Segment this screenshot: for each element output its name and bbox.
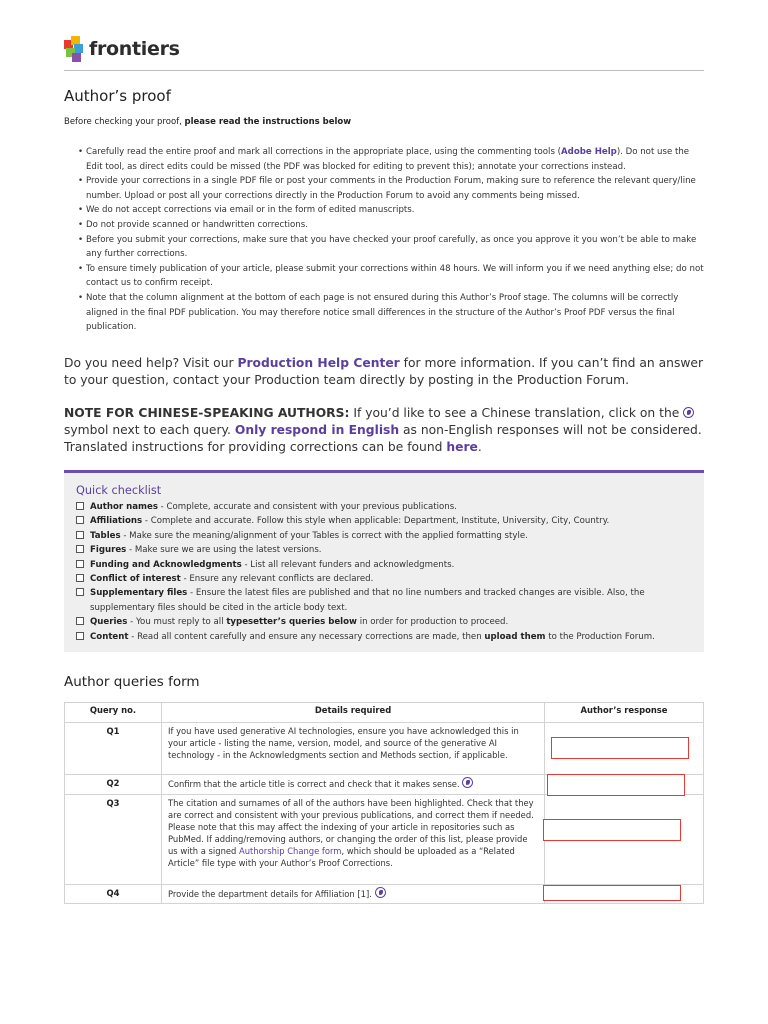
response-field[interactable] <box>543 819 681 841</box>
translated-instructions-link[interactable]: here <box>446 440 478 454</box>
checkbox[interactable] <box>76 545 84 553</box>
instruction-item: • We do not accept corrections via email or in the form of edited manuscripts. <box>78 203 704 218</box>
checkbox[interactable] <box>76 588 84 596</box>
translate-globe-icon[interactable] <box>462 777 473 788</box>
translate-globe-icon[interactable] <box>375 887 386 898</box>
checkbox[interactable] <box>76 531 84 539</box>
only-english-link[interactable]: Only respond in English <box>234 423 400 437</box>
checkbox[interactable] <box>76 516 84 524</box>
column-header: Author’s response <box>545 703 704 723</box>
column-header: Details required <box>162 703 545 723</box>
checkbox[interactable] <box>76 632 84 640</box>
instruction-item: • To ensure timely publication of your article, please submit your corrections within 48 hours. We will inform you if we need anything else; do not contact us to confirm receipt. <box>78 262 704 291</box>
checklist-item: Queries - You must reply to all typesetter’s queries below in order for production to proceed. <box>76 615 696 629</box>
response-cell <box>545 885 704 904</box>
response-cell <box>545 795 704 885</box>
chinese-note: NOTE FOR CHINESE-SPEAKING AUTHORS: If you’d like to see a Chinese translation, click on the symbol next to each query. Only respond in English as non-English responses will not be considered. Translated instructions for providing corrections can be found here. <box>64 406 702 454</box>
query-number: Q1 <box>65 723 162 775</box>
instruction-item: • Provide your corrections in a single PDF file or post your comments in the Production Forum, making sure to reference the relevant query/line number. Upload or post all your corrections directly in the Production Forum to avoid any comments being missed. <box>78 174 704 203</box>
checkbox[interactable] <box>76 560 84 568</box>
checklist-title: Quick checklist <box>76 484 162 497</box>
checklist-item: Content - Read all content carefully and ensure any necessary corrections are made, then upload them to the Production Forum. <box>76 630 696 644</box>
query-details: The citation and surnames of all of the authors have been highlighted. Check that they are correct and consistent with your previous publications, and correct them if needed. Please note that this may affect the indexing of your article in repositories such as PubMed. If adding/removing authors, or changing the order of this list, please provide us with a signed Authorship Change form, which should be uploaded as a “Related Article” file type with your Author’s Proof Corrections. <box>162 795 545 885</box>
table-row <box>65 775 704 795</box>
table-row <box>65 723 704 775</box>
checklist-item: Figures - Make sure we are using the latest versions. <box>76 543 696 557</box>
chinese-note-label: NOTE FOR CHINESE-SPEAKING AUTHORS: <box>64 406 350 420</box>
instruction-item: • Do not provide scanned or handwritten corrections. <box>78 218 704 233</box>
checklist-item: Supplementary files - Ensure the latest files are published and that no line numbers and tracked changes are visible. Also, the supplementary files should be cited in the article body text. <box>76 586 696 615</box>
quick-checklist <box>64 470 704 652</box>
response-field[interactable] <box>547 774 685 796</box>
checklist-item: Author names - Complete, accurate and consistent with your previous publications. <box>76 500 696 514</box>
frontiers-logo-icon <box>64 36 86 62</box>
instruction-item: • Note that the column alignment at the bottom of each page is not ensured during this Author’s Proof stage. The columns will be correctly aligned in the final PDF publication. You may therefore notice small differences in the structure of the Author’s Proof PDF versus the final publication. <box>78 291 704 335</box>
checkbox[interactable] <box>76 574 84 582</box>
logo-text: frontiers <box>89 38 180 60</box>
header <box>64 0 704 71</box>
response-field[interactable] <box>551 737 689 759</box>
page-title: Author’s proof <box>64 87 171 105</box>
table-row <box>65 795 704 885</box>
production-help-center-link[interactable]: Production Help Center <box>237 356 400 370</box>
checklist-item: Conflict of interest - Ensure any relevant conflicts are declared. <box>76 572 696 586</box>
instruction-item: • Carefully read the entire proof and mark all corrections in the appropriate place, using the commenting tools (Adobe Help). Do not use the Edit tool, as direct edits could be missed (the PDF was blocked for editing to prevent this); annotate your corrections instead. <box>78 145 704 174</box>
checklist-item: Tables - Make sure the meaning/alignment of your Tables is correct with the applied formatting style. <box>76 529 696 543</box>
checklist-item: Affiliations - Complete and accurate. Follow this style when applicable: Department, Institute, University, City, Country. <box>76 514 696 528</box>
help-paragraph: Do you need help? Visit our Production Help Center for more information. If you can’t find an answer to your question, contact your Production team directly by posting in the Production Forum. <box>64 356 704 387</box>
table-header-row <box>65 703 704 723</box>
response-cell <box>545 775 704 795</box>
column-header: Query no. <box>65 703 162 723</box>
instructions-list <box>78 145 704 335</box>
response-cell <box>545 723 704 775</box>
query-details: Provide the department details for Affiliation [1]. <box>162 885 545 904</box>
query-details: Confirm that the article title is correct and check that it makes sense. <box>162 775 545 795</box>
authorship-change-form-link[interactable]: Authorship Change form <box>239 846 342 856</box>
translate-globe-icon[interactable] <box>683 407 694 418</box>
query-details: If you have used generative AI technologies, ensure you have acknowledged this in your article - listing the name, version, model, and source of the generative AI technology - in the Acknowledgments section and Methods section, if applicable. <box>162 723 545 775</box>
response-field[interactable] <box>543 885 681 901</box>
frontiers-logo[interactable] <box>64 36 180 62</box>
checkbox[interactable] <box>76 617 84 625</box>
table-row <box>65 885 704 904</box>
adobe-help-link[interactable]: Adobe Help <box>561 147 617 157</box>
queries-title: Author queries form <box>64 674 200 690</box>
checkbox[interactable] <box>76 502 84 510</box>
query-number: Q3 <box>65 795 162 885</box>
instruction-item: • Before you submit your corrections, make sure that you have checked your proof carefully, as once you approve it you won’t be able to make any further corrections. <box>78 233 704 262</box>
query-number: Q2 <box>65 775 162 795</box>
queries-table <box>64 702 704 904</box>
checklist-item: Funding and Acknowledgments - List all relevant funders and acknowledgments. <box>76 558 696 572</box>
proof-page <box>64 0 704 899</box>
intro-text: Before checking your proof, please read the instructions below <box>64 117 352 127</box>
query-number: Q4 <box>65 885 162 904</box>
